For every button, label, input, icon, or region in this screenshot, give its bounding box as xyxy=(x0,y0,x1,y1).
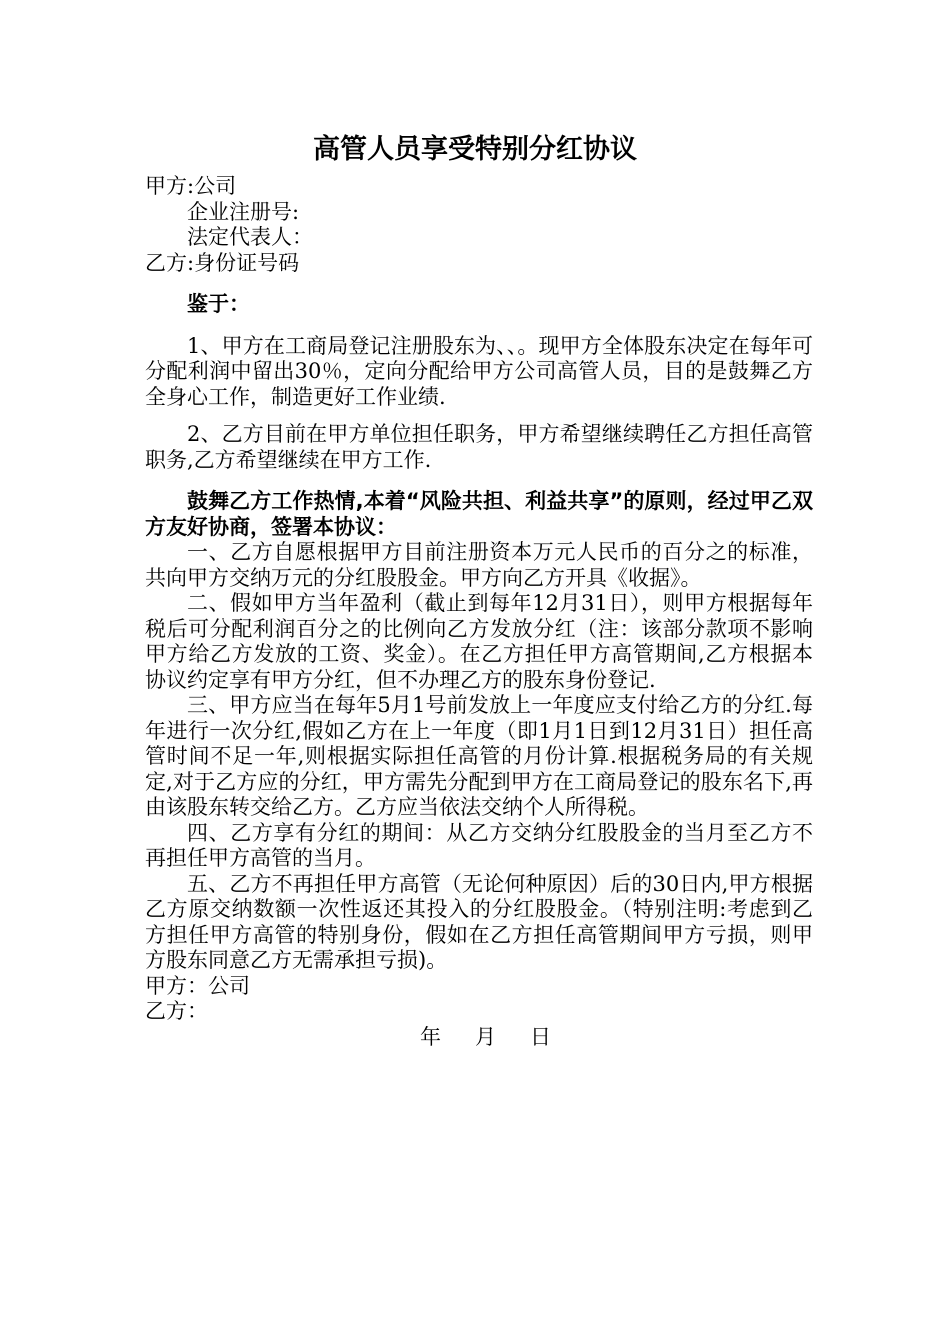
clause-2: 二、假如甲方当年盈利（截止到每年12月31日），则甲方根据每年税后可分配利润百分之的比例向乙方发放分红（注：该部分款项不影响甲方给乙方发放的工资、奖金）。在乙方担任甲方高管期间,乙方根据本协议约定享有甲方分红，但不办理乙方的股东身份登记. xyxy=(145,591,813,692)
party-a-registration-number: 企业注册号: xyxy=(187,199,300,224)
party-a-legal-representative: 法定代表人： xyxy=(187,225,313,249)
whereas-item-1: 1、甲方在工商局登记注册股东为、、。现甲方全体股东决定在每年可分配利润中留出30％，定向分配给甲方公司高管人员，目的是鼓舞乙方全身心工作，制造更好工作业绩. xyxy=(145,333,813,409)
signature-party-a: 甲方：公司 xyxy=(145,973,250,998)
whereas-item-2: 2、乙方目前在甲方单位担任职务，甲方希望继续聘任乙方担任高管职务,乙方希望继续在甲方工作. xyxy=(145,422,813,472)
party-a-line: 甲方:公司 xyxy=(145,174,237,198)
date-month: 月 xyxy=(475,1024,496,1049)
document-body xyxy=(145,174,813,1050)
clause-4: 四、乙方享有分红的期间：从乙方交纳分红股股金的当月至乙方不再担任甲方高管的当月。 xyxy=(145,820,813,870)
clause-5: 五、乙方不再担任甲方高管（无论何种原因）后的30日内,甲方根据乙方原交纳数额一次性返还其投入的分红股股金。（特别注明:考虑到乙方担任甲方高管的特别身份，假如在乙方担任高管期间甲方亏损，则甲方股东同意乙方无需承担亏损)。 xyxy=(145,871,813,972)
signature-party-b: 乙方： xyxy=(145,999,208,1023)
signature-date xyxy=(145,1025,813,1051)
date-day: 日 xyxy=(530,1024,551,1049)
party-b-line: 乙方:身份证号码 xyxy=(145,250,300,275)
date-year: 年 xyxy=(420,1024,441,1049)
preamble: 鼓舞乙方工作热情,本着“风险共担、利益共享”的原则，经过甲乙双方友好协商，签署本协议： xyxy=(145,489,813,539)
document-title: 高管人员享受特别分红协议 xyxy=(313,134,637,165)
clause-3: 三、甲方应当在每年5月1号前发放上一年度应支付给乙方的分红.每年进行一次分红,假如乙方在上一年度（即1月1日到12月31日）担任高管时间不足一年,则根据实际担任高管的月份计算.根据税务局的有关规定,对于乙方应的分红，甲方需先分配到甲方在工商局登记的股东名下,再由该股东转交给乙方。乙方应当依法交纳个人所得税。 xyxy=(145,693,813,819)
clause-1: 一、乙方自愿根据甲方目前注册资本万元人民币的百分之的标准，共向甲方交纳万元的分红股股金。甲方向乙方开具《收据》。 xyxy=(145,540,813,590)
whereas-heading: 鉴于： xyxy=(187,292,250,316)
